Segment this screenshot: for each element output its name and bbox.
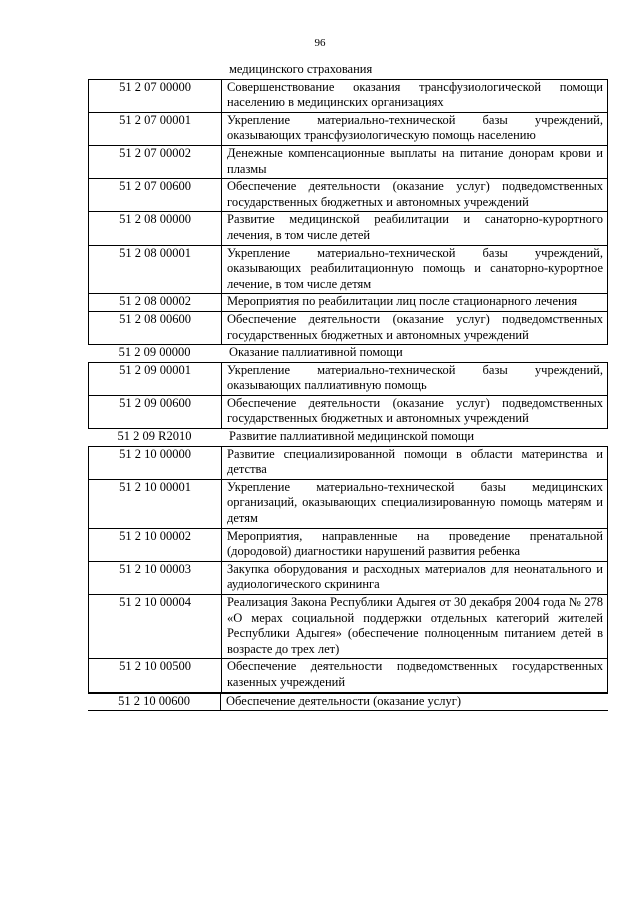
budget-codes-table — [88, 62, 608, 711]
table-row — [88, 345, 608, 362]
table-row — [88, 528, 608, 561]
row-description: Укрепление материально-технической базы медицинских организаций, оказывающих специализированную помощь матерям и детям — [227, 479, 603, 526]
table-row — [88, 145, 608, 178]
row-description: Денежные компенсационные выплаты на питание донорам крови и плазмы — [227, 145, 603, 176]
table-row — [88, 479, 608, 528]
row-code: 51 2 09 R2010 — [117, 429, 192, 444]
row-code: 51 2 08 00600 — [89, 312, 222, 344]
row-description: Укрепление материально-технической базы учреждений, оказывающих реабилитационную помощь и санаторно-курортное лечение, в том числе детям — [227, 245, 603, 291]
row-description: Развитие медицинской реабилитации и санаторно-курортного лечения, в том числе детей — [227, 212, 603, 242]
table-row — [88, 245, 608, 294]
table-row — [88, 211, 608, 244]
row-code: 51 2 07 00000 — [89, 80, 222, 112]
table-row — [88, 693, 608, 712]
row-code: 51 2 10 00000 — [89, 447, 222, 479]
row-code: 51 2 07 00600 — [89, 179, 222, 211]
row-description: Мероприятия по реабилитации лиц после стационарного лечения — [227, 294, 578, 309]
row-code: 51 2 08 00001 — [89, 246, 222, 294]
table-row — [88, 293, 608, 311]
row-code: 51 2 10 00004 — [89, 595, 222, 658]
row-code: 51 2 10 00500 — [89, 659, 222, 691]
row-description: Обеспечение деятельности (оказание услуг) подведомственных государственных бюджетных и автономных учреждений — [227, 311, 603, 342]
row-description: Обеспечение деятельности (оказание услуг) — [226, 693, 462, 708]
row-description: Обеспечение деятельности (оказание услуг) подведомственных государственных бюджетных и автономных учреждений — [227, 395, 603, 426]
row-description: Укрепление материально-технической базы учреждений, оказывающих трансфузиологическую помощь населению — [227, 112, 603, 143]
table-row — [88, 62, 608, 79]
table-row — [88, 79, 608, 112]
row-description: Мероприятия, направленные на проведение пренатальной (дородовой) диагностики нарушений развития ребенка — [227, 528, 603, 559]
page-number: 96 — [314, 37, 326, 49]
row-code: 51 2 10 00600 — [88, 694, 221, 711]
row-code: 51 2 08 00002 — [89, 294, 222, 311]
table-row — [88, 446, 608, 479]
row-description: Развитие специализированной помощи в области материнства и детства — [227, 446, 603, 477]
row-description: Реализация Закона Республики Адыгея от 30 декабря 2004 года № 278 «О мерах социальной поддержки отдельных категорий жителей Республики Адыгея» (обеспечение полноценным питанием детей в возрасте до трех лет) — [227, 595, 603, 656]
table-row — [88, 362, 608, 395]
table-row — [88, 658, 608, 692]
row-code: 51 2 10 00001 — [89, 480, 222, 528]
row-code: 51 2 09 00001 — [89, 363, 222, 395]
row-description: Совершенствование оказания трансфузиологической помощи населению в медицинских организациях — [227, 79, 603, 110]
row-description: Обеспечение деятельности (оказание услуг) подведомственных государственных бюджетных и автономных учреждений — [227, 179, 603, 209]
row-description: Укрепление материально-технической базы учреждений, оказывающих паллиативную помощь — [227, 362, 603, 393]
table-row — [88, 561, 608, 594]
table-row — [88, 395, 608, 429]
row-code — [88, 62, 221, 79]
row-code: 51 2 07 00002 — [89, 146, 222, 178]
table-row — [88, 311, 608, 345]
row-description: медицинского страхования — [229, 62, 373, 76]
row-description: Оказание паллиативной помощи — [229, 345, 403, 360]
row-code: 51 2 09 00600 — [89, 396, 222, 428]
row-code: 51 2 10 00003 — [89, 562, 222, 594]
row-code: 51 2 09 00000 — [118, 345, 191, 360]
table-row — [88, 594, 608, 658]
table-row — [88, 112, 608, 145]
row-code: 51 2 07 00001 — [89, 113, 222, 145]
table-row — [88, 429, 608, 446]
row-code: 51 2 08 00000 — [89, 212, 222, 244]
row-description: Закупка оборудования и расходных материалов для неонатального и аудиологического скрининга — [227, 561, 603, 592]
row-description: Развитие паллиативной медицинской помощи — [229, 429, 475, 444]
row-code: 51 2 10 00002 — [89, 529, 222, 561]
table-row — [88, 178, 608, 211]
row-description: Обеспечение деятельности подведомственных государственных казенных учреждений — [227, 659, 603, 689]
